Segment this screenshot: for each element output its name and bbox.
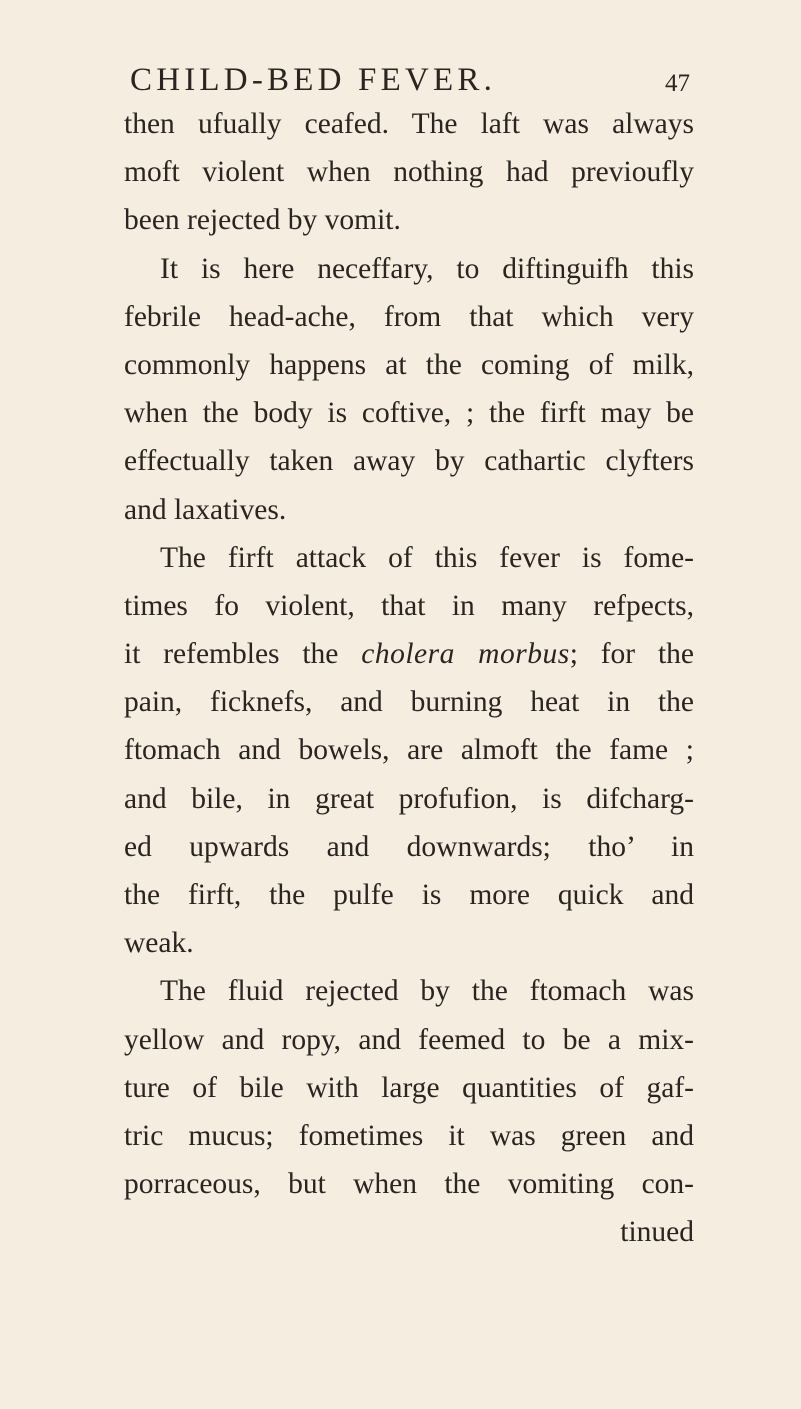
text-line: effectually taken away by cathartic clyfters xyxy=(124,445,694,478)
text-line: moft violent when nothing had previoufly xyxy=(124,156,694,189)
running-head xyxy=(130,62,690,102)
text-line: then ufually ceafed. The laft was always xyxy=(124,108,694,140)
text-line: and bile, in great profufion, is difcharg- xyxy=(124,782,694,815)
text-segment: it refembles the xyxy=(124,638,362,671)
paragraph-start-line: It is here neceffary, to diftinguifh this xyxy=(160,252,694,285)
italic-term: cholera morbus xyxy=(361,638,570,671)
text-line: the firft, the pulfe is more quick and xyxy=(124,879,694,911)
text-line: febrile head-ache, from that which very xyxy=(124,300,694,333)
catchword: tinued xyxy=(620,1216,694,1249)
text-line: weak. xyxy=(124,927,194,960)
running-title: CHILD-BED FEVER. xyxy=(130,62,497,98)
text-line: been rejected by vomit. xyxy=(124,204,401,237)
text-line: commonly happens at the coming of milk, xyxy=(124,348,694,381)
text-line: pain, ficknefs, and burning heat in the xyxy=(124,686,694,719)
text-line: yellow and ropy, and feemed to be a mix- xyxy=(124,1023,694,1056)
text-line: times fo violent, that in many refpects, xyxy=(124,589,694,622)
paragraph-start-line: The firft attack of this fever is fome- xyxy=(160,541,694,574)
text-line: ture of bile with large quantities of gaf- xyxy=(124,1071,694,1104)
body-text xyxy=(124,100,694,1257)
text-segment: ; for the xyxy=(569,638,694,671)
text-line: and laxatives. xyxy=(124,493,287,526)
text-line: porraceous, but when the vomiting con- xyxy=(124,1168,694,1201)
text-line: tric mucus; fometimes it was green and xyxy=(124,1119,694,1152)
paragraph-start-line: The fluid rejected by the ftomach was xyxy=(160,975,694,1008)
text-line: ed upwards and downwards; tho’ in xyxy=(124,830,694,863)
text-line: ftomach and bowels, are almoft the fame ; xyxy=(124,734,694,767)
page-number: 47 xyxy=(665,70,690,97)
text-line xyxy=(124,630,694,678)
text-line: when the body is coftive, ; the firft may be xyxy=(124,397,694,430)
